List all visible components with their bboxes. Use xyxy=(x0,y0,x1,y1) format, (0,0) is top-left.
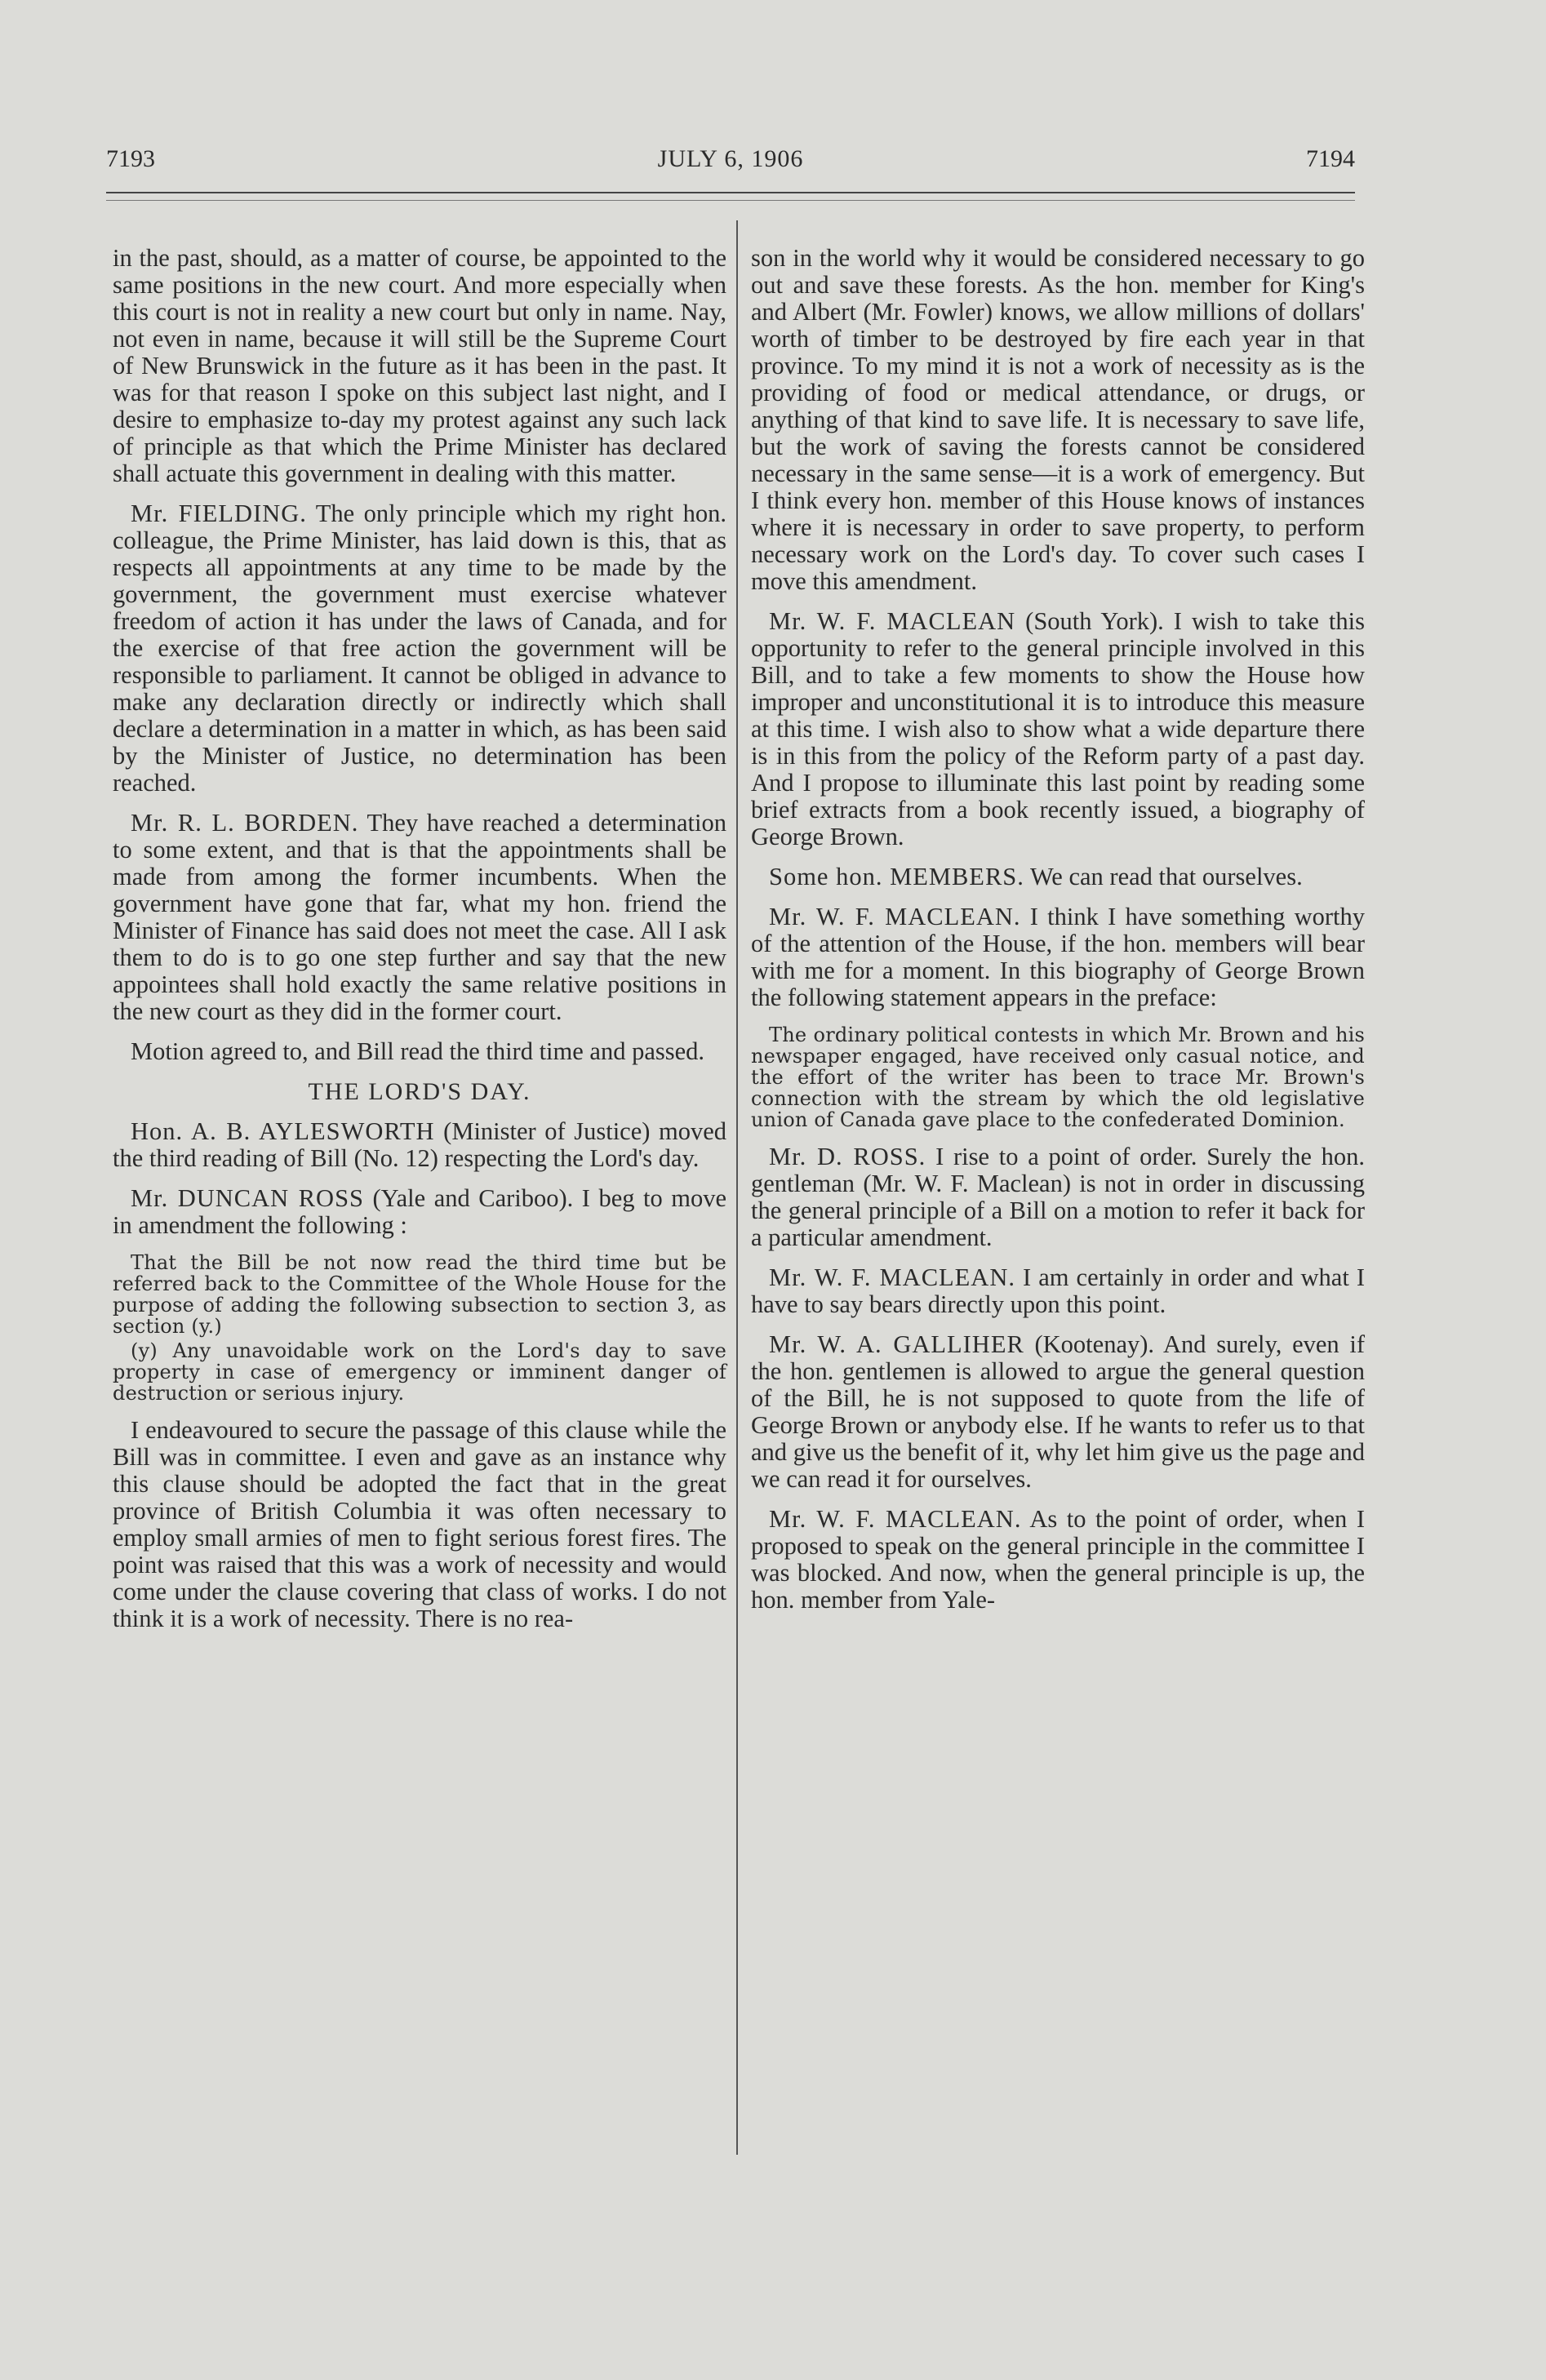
speaker-name: Mr. W. F. MACLEAN xyxy=(769,607,1016,635)
speaker-name: Mr. W. F. MACLEAN. xyxy=(769,1263,1015,1291)
paragraph xyxy=(751,1506,1365,1614)
speech-text: As to the point of order, when I proposed to speak on the general principle in the committee I was blocked. And now, when the general principle is up, the hon. member from Yale- xyxy=(751,1505,1365,1614)
paragraph xyxy=(751,864,1365,890)
paragraph xyxy=(751,608,1365,850)
section-heading: THE LORD'S DAY. xyxy=(308,1078,531,1105)
speaker-name: Mr. DUNCAN ROSS xyxy=(131,1184,364,1212)
speech-text: (Yale and Cariboo). I beg to move in amendment the following : xyxy=(113,1184,726,1239)
speech-text: (South York). I wish to take this opportunity to refer to the general principle involved in this Bill, and to take a few moments to show the House how improper and unconstitutional it is to introduce this measure at this time. I wish also to show what a wide departure there is in this from the policy of the Reform party of a past day. And I propose to illuminate this last point by reading some brief extracts from a book recently issued, a biography of George Brown. xyxy=(751,607,1366,850)
paragraph xyxy=(751,1264,1365,1318)
speech-text: (Kootenay). And surely, even if the hon. gentlemen is allowed to argue the general question of the Bill, he is not supposed to quote from the life of George Brown or anybody else. If he wants to refer us to that and give us the benefit of it, why let him give us the page and we can read it for ourselves. xyxy=(751,1330,1366,1493)
speaker-name: Some hon. MEMBERS. xyxy=(769,863,1024,890)
speech-text: (Minister of Justice) moved the third reading of Bill (No. 12) respecting the Lord's day. xyxy=(113,1117,726,1172)
paragraph: I endeavoured to secure the passage of this clause while the Bill was in committee. I even and gave as an instance why this clause should be adopted the fact that in the great province of British Columbia it was often necessary to employ small armies of men to fight serious forest fires. The point was raised that this was a work of necessity and would come under the clause covering that class of works. I do not think it is a work of necessity. There is no rea- xyxy=(113,1416,726,1632)
paragraph xyxy=(751,1143,1365,1251)
page-header xyxy=(106,145,1355,178)
paragraph: Motion agreed to, and Bill read the third time and passed. xyxy=(131,1037,705,1065)
paragraph: son in the world why it would be considered necessary to go out and save these forests. As the hon. member for King's and Albert (Mr. Fowler) knows, we allow millions of dollars' worth of timber to be destroyed by fire each year in that province. To my mind it is not a work of necessity as is the providing of food or medical attendance, or drugs, or anything of that kind to save life. It is necessary to save life, but the work of saving the forests cannot be considered necessary in the same sense—it is a work of emergency. But I think every hon. member of this House knows of instances where it is necessary in order to save property, to perform necessary work on the Lord's day. To cover such cases I move this amendment. xyxy=(751,244,1365,595)
paragraph xyxy=(113,810,726,1025)
speaker-name: Mr. W. F. MACLEAN. xyxy=(769,903,1021,930)
right-page-number: 7194 xyxy=(1306,145,1355,172)
speech-text: They have reached a determination to some extent, and that is that the appointments shall be made from among the former incumbents. When the government have gone that far, what my hon. friend the Minister of Finance has said does not meet the case. All I ask them to do is to go one step further and say that the new appointees shall hold exactly the same relative positions in the new court as they did in the former court. xyxy=(113,809,726,1025)
speaker-name: Mr. FIELDING. xyxy=(131,500,307,527)
speech-text: I am certainly in order and what I have to say bears directly upon this point. xyxy=(751,1263,1365,1318)
speaker-name: Hon. A. B. AYLESWORTH xyxy=(131,1117,435,1145)
speaker-name: Mr. R. L. BORDEN. xyxy=(131,809,359,837)
right-column xyxy=(751,245,1365,1627)
speaker-name: Mr. W. A. GALLIHER xyxy=(769,1330,1024,1358)
speech-text: We can read that ourselves. xyxy=(1029,863,1303,890)
speech-text: The only principle which my right hon. colleague, the Prime Minister, has laid down is this, that as respects all appointments at any time to be made by the government, the government must exercise whatever freedom of action it has under the laws of Canada, and for the exercise of that free action the government will be responsible to parliament. It cannot be obliged in advance to make any declaration directly or indirectly which shall declare a determination in a matter in which, as has been said by the Minister of Justice, no determination has been reached. xyxy=(113,500,726,797)
paragraph: in the past, should, as a matter of course, be appointed to the same positions in the new court. And more especially when this court is not in reality a new court but only in name. Nay, not even in name, because it will still be the Supreme Court of New Brunswick in the future as it has been in the past. It was for that reason I spoke on this subject last night, and I desire to emphasize to-day my protest against any such lack of principle as that which the Prime Minister has declared shall actuate this government in dealing with this matter. xyxy=(113,244,726,487)
speech-text: I think I have something worthy of the attention of the House, if the hon. members will bear with me for a moment. In this biography of George Brown the following statement appears in the preface: xyxy=(751,903,1365,1011)
paragraph xyxy=(113,1185,726,1239)
speaker-name: Mr. D. ROSS. xyxy=(769,1143,926,1170)
header-rule xyxy=(106,192,1355,193)
paragraph xyxy=(113,500,726,797)
column-divider xyxy=(736,220,738,2155)
speaker-name: Mr. W. F. MACLEAN. xyxy=(769,1505,1022,1533)
paragraph xyxy=(113,1118,726,1172)
header-rule-thin xyxy=(106,200,1355,201)
page-date: JULY 6, 1906 xyxy=(657,145,804,172)
left-page-number: 7193 xyxy=(106,145,155,172)
quoted-subsection: (y) Any unavoidable work on the Lord's day to save property in case of emergency or imminent danger of destruction or serious injury. xyxy=(113,1339,726,1405)
paragraph xyxy=(751,904,1365,1011)
quoted-preface: The ordinary political contests in which Mr. Brown and his newspaper engaged, have received only casual notice, and the effort of the writer has been to trace Mr. Brown's connection with the stream by which the old legislative union of Canada gave place to the confederated Dominion. xyxy=(751,1023,1365,1131)
quoted-amendment: That the Bill be not now read the third time but be referred back to the Committee of the Whole House for the purpose of adding the following subsection to section 3, as section (y.) xyxy=(113,1251,726,1338)
left-column xyxy=(113,245,726,1645)
speech-text: I rise to a point of order. Surely the hon. gentleman (Mr. W. F. Maclean) is not in order in discussing the general principle of a Bill on a motion to refer it back for a particular amendment. xyxy=(751,1143,1366,1251)
paragraph xyxy=(751,1331,1365,1493)
